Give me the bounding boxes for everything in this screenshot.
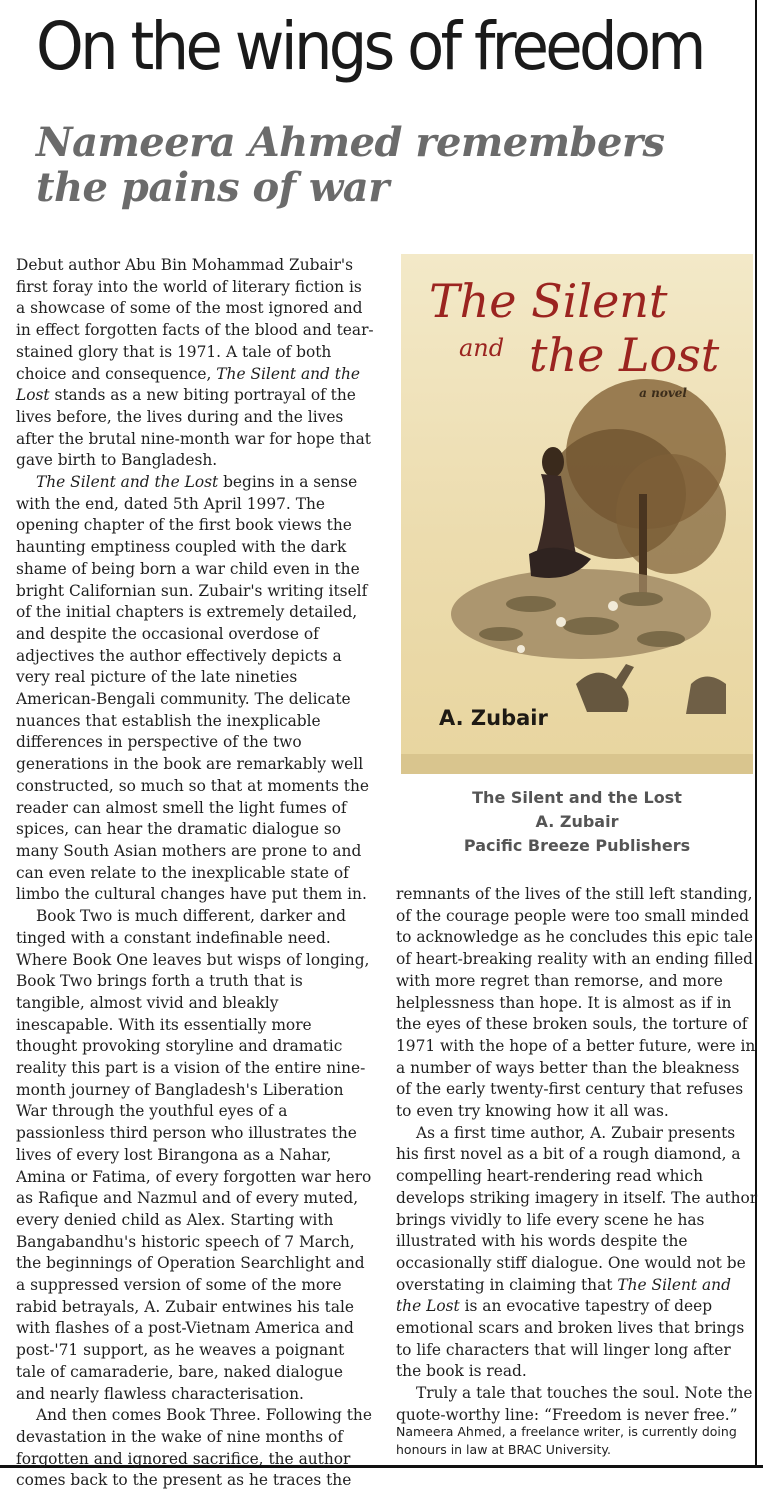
subheadline: Nameera Ahmed remembers the pains of war [36,119,665,211]
paragraph-1-text-b: stands as a new biting portrayal of the lives before, the lives during and the lives after the brutal nine-month war for hope that gave birth to Bangladesh. [16,386,371,470]
paragraph-6-text-a: As a first time author, A. Zubair presents his first novel as a bit of a rough diamond, a compelling heart-rendering read which develops striking imagery in itself. The author brings vividly to life every scene he has illustrated with his words despite the occasionally stiff dialogue. One would not be overstating in claiming that [396,1123,758,1294]
paragraph-6 [396,1123,758,1383]
image-caption [401,786,753,858]
paragraph-5: remnants of the lives of the still left standing, of the courage people were too small minded to acknowledge as he concludes this epic tale of heart-breaking reality with an ending filled with more regret than remorse, and more helplessness than hope. It is almost as if in the eyes of these broken souls, the torture of 1971 with the hope of a better future, were in a number of ways better than the bleakness of the early twenty-first century that refuses to even try knowing how it all was. [396,885,756,1121]
paragraph-2-text: begins in a sense with the end, dated 5th April 1997. The opening chapter of the first book views the haunting emptiness coupled with the dark shame of being born a war child even in the bright Californian sun. Zubair's writing itself of the initial chapters is extremely detailed, and despite the occasional overdose of adjectives the author effectively depicts a very real picture of the late nineties American-Bengali community. The delicate nuances that establish the inexplicable differences in perspective of the two generations in the book are remarkably well constructed, so much so that at moments the reader can almost smell the light fumes of spices, can hear the dramatic dialogue so many South Asian mothers are prone to and can even relate to the inexplicable state of limbo the cultural changes have put them in. [16,473,370,904]
paragraph-3: Book Two is much different, darker and tinged with a constant indefinable need. Where Book One leaves but wisps of longing, Book Two brings forth a truth that is tangible, almost vivid and bleakly inescapable. With its essentially more thought provoking storyline and dramatic reality this part is a vision of the entire nine-month journey of Bangladesh's Liberation War through the youthful eyes of a passionless third person who illustrates the lives of every lost Birangona as a Nahar, Amina or Fatima, of every forgotten war hero as Rafique and Nazmul and of every muted, every denied child as Alex. Starting with Bangabandhu's historic speech of 7 March, the beginnings of Operation Searchlight and a suppressed version of some of the more rabid betrayals, A. Zubair entwines his tale with flashes of a post-Vietnam America and post-'71 support, as he weaves a poignant tale of camaraderie, bare, naked dialogue and nearly flawless characterisation. [16,907,372,1403]
headline: On the wings of freedom [36,8,703,85]
cover-title-line-2: the Lost [529,328,720,382]
paragraph-1-text-a: Debut author Abu Bin Mohammad Zubair's first foray into the world of literary fiction is a showcase of some of the most ignored and in effect forgotten facts of the blood and tear-stained glory that is 1971. A tale of both choice and consequence, [16,256,374,383]
cover-title-line-1: The Silent [429,274,668,328]
caption-title: The Silent and the Lost [472,788,682,807]
book-title-inline: The Silent and the Lost [16,364,360,405]
article-column-left [16,255,374,1492]
caption-publisher: Pacific Breeze Publishers [463,836,691,855]
caption-author: A. Zubair [535,812,619,831]
cover-title-and: and [459,334,505,362]
paragraph-2 [16,472,374,906]
paragraph-7: Truly a tale that touches the soul. Note the quote-worthy line: “Freedom is never free.” [396,1384,753,1424]
cover-author: A. Zubair [439,706,548,730]
paragraph-1 [16,255,374,472]
article-column-right [396,884,758,1427]
book-cover-image [401,254,753,774]
paragraph-6-text-b: is an evocative tapestry of deep emotional scars and broken lives that brings to life characters that will linger long after the book is read. [396,1297,745,1381]
book-title-inline: The Silent and the Lost [36,473,219,492]
author-bio: Nameera Ahmed, a freelance writer, is currently doing honours in law at BRAC University. [396,1424,737,1457]
book-title-inline: The Silent and the Lost [396,1275,731,1316]
paragraph-4: And then comes Book Three. Following the devastation in the wake of nine months of forgotten and ignored sacrifice, the author comes back to the present as he traces the [16,1406,372,1490]
cover-novel-label: a novel [639,386,687,400]
